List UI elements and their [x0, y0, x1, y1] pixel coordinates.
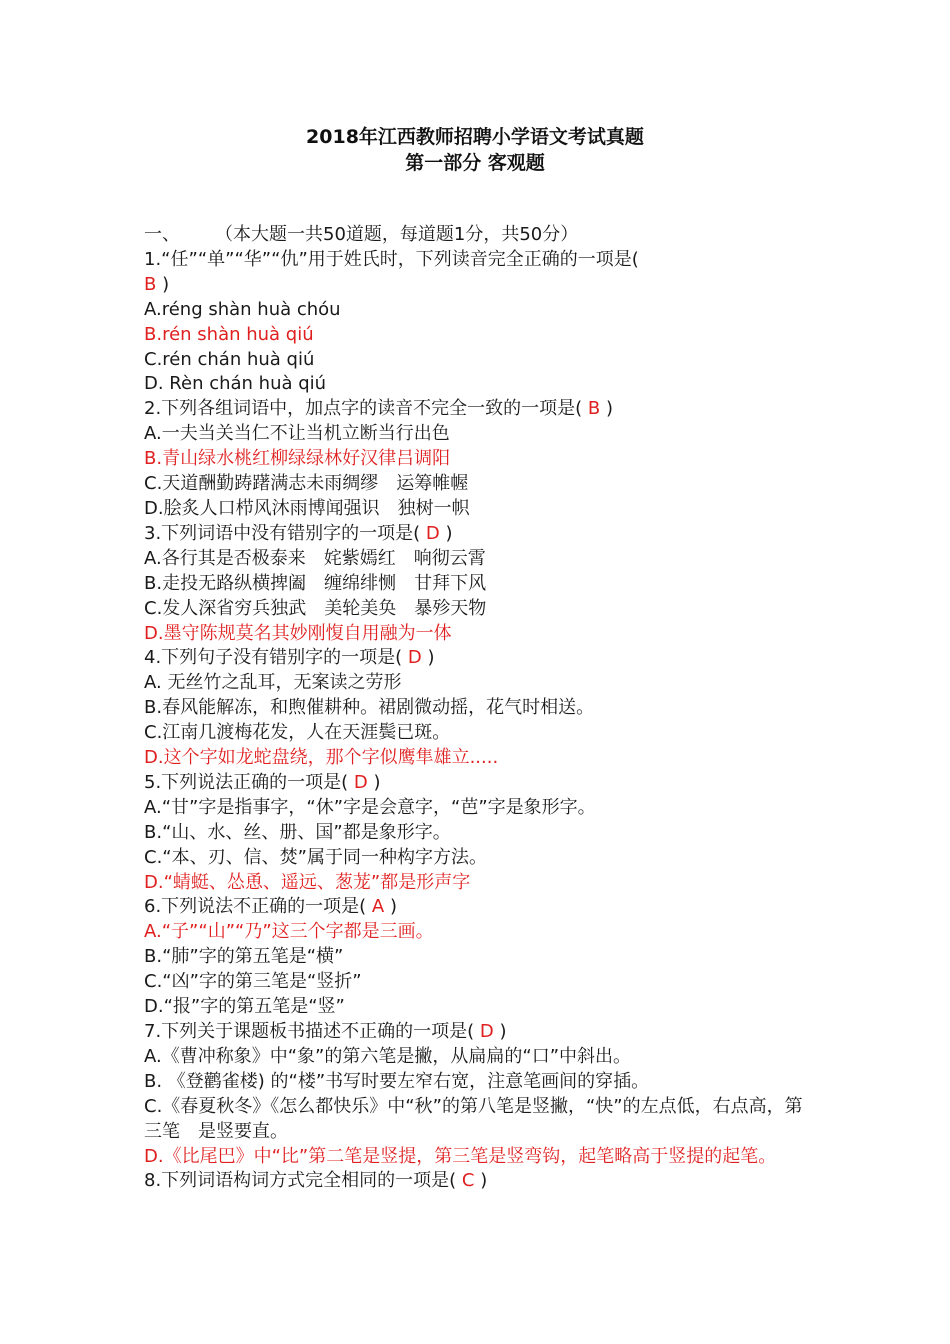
question-answer: D [402, 647, 428, 669]
option: B.“山、水、丝、册、国”都是象形字。 [144, 821, 451, 843]
option: C.江南几渡梅花发，人在天涯鬓已斑。 [144, 722, 451, 744]
question-stem [144, 895, 820, 920]
question-close: ) [499, 1021, 507, 1042]
question-text: 7.下列关于课题板书描述不正确的一项是( [144, 1021, 475, 1042]
option: D.“报”字的第五笔是“竖” [144, 996, 345, 1018]
question-answer: D [420, 522, 446, 544]
question-answer: B [582, 398, 606, 420]
option: A.“甘”字是指事字，“休”字是会意字，“芭”字是象形字。 [144, 796, 596, 818]
option: C.“凶”字的第三笔是“竖折” [144, 971, 362, 993]
question-close: ) [373, 771, 381, 793]
option: B.走投无路纵横捭阖 缠绵绯恻 甘拜下风 [144, 572, 487, 594]
question-close: ) [445, 522, 453, 544]
option: D. Rèn chán huà qiú [144, 373, 327, 395]
question-stem [144, 1169, 820, 1194]
question-stem [144, 771, 820, 796]
section-heading [144, 223, 820, 248]
question-stem [144, 397, 820, 422]
option: A.各行其是否极泰来 姹紫嫣红 响彻云霄 [144, 547, 486, 569]
question-answer: D [348, 771, 374, 793]
question-stem [144, 522, 820, 547]
option: C.发人深省穷兵独武 美轮美奂 暴殄天物 [144, 597, 487, 619]
question-text: 3.下列词语中没有错别字的一项是( [144, 522, 421, 544]
option: B. 《登鹳雀楼) 的“楼”书写时要左窄右宽，注意笔画间的穿插。 [144, 1070, 650, 1092]
option: D.脍炙人口栉风沐雨博闻强识 独树一帜 [144, 497, 470, 519]
page-title: 2018年江西教师招聘小学语文考试真题 [306, 126, 644, 148]
question-answer: B [144, 273, 163, 295]
option: A.réng shàn huà chóu [144, 298, 341, 320]
option: C.“本、刃、信、焚”属于同一种构字方法。 [144, 846, 487, 868]
option: A.一夫当关当仁不让当机立断当行出色 [144, 423, 450, 445]
question-answer: C [456, 1170, 481, 1192]
question-answer: A [366, 896, 390, 918]
question-text: 1.“任”“单”“华”“仇”用于姓氏时，下列读音完全正确的一项是( [144, 248, 639, 270]
page-header [0, 124, 950, 176]
option-correct: D.《比尾巴》中“比”第二笔是竖提，第三笔是竖弯钩，起笔略高于竖提的起笔。 [144, 1145, 777, 1167]
question-text: 8.下列词语构词方式完全相同的一项是( [144, 1170, 457, 1192]
question-stem [144, 1020, 820, 1045]
question-stem [144, 248, 820, 298]
question-text: 5.下列说法正确的一项是( [144, 771, 349, 793]
option: C.天道酬勤踌躇满志未雨绸缪 运筹帷幄 [144, 473, 469, 495]
question-list [144, 223, 820, 1194]
section-description: （本大题一共50道题，每道题1分，共50分） [224, 224, 579, 245]
question-close: ) [389, 896, 397, 918]
option: A.《曹冲称象》中“象”的第六笔是撇，从扁扁的“口”中斜出。 [144, 1045, 632, 1067]
option: B.春风能解冻，和煦催耕种。裙剧微动摇，花气时相送。 [144, 697, 595, 719]
option: A. 无丝竹之乱耳，无案读之劳形 [144, 672, 402, 694]
option-correct: A.“子”“山”“乃”这三个字都是三画。 [144, 921, 434, 943]
question-close: ) [427, 647, 435, 669]
questions [144, 248, 820, 1194]
option-correct: D.墨守陈规莫名其妙刚愎自用融为一体 [144, 622, 452, 644]
option-correct: D.这个字如龙蛇盘绕，那个字似鹰隼雄立..... [144, 747, 499, 769]
question-close: ) [606, 398, 614, 420]
question-text: 6.下列说法不正确的一项是( [144, 896, 367, 918]
option: C.rén chán huà qiú [144, 348, 315, 370]
option-correct: B.rén shàn huà qiú [144, 323, 314, 345]
question-text: 4.下列句子没有错别字的一项是( [144, 647, 403, 669]
question-answer: D [474, 1021, 500, 1042]
question-text: 2.下列各组词语中，加点字的读音不完全一致的一项是( [144, 398, 583, 420]
question-close: ) [480, 1170, 488, 1192]
option: B.“肺”字的第五笔是“横” [144, 946, 344, 968]
option: C.《春夏秋冬》《怎么都快乐》中“秋”的第八笔是竖撇，“快”的左点低，右点高，第三笔 是竖要直。 [144, 1095, 803, 1142]
option-correct: B.青山绿水桃红柳绿绿林好汉律吕调阳 [144, 448, 451, 470]
question-close: ) [162, 273, 170, 295]
section-number: 一、 [144, 224, 180, 245]
option-correct: D.“蜻蜓、怂恿、遥远、葱茏”都是形声字 [144, 871, 471, 893]
question-stem [144, 646, 820, 671]
page-subtitle: 第一部分 客观题 [405, 152, 545, 174]
